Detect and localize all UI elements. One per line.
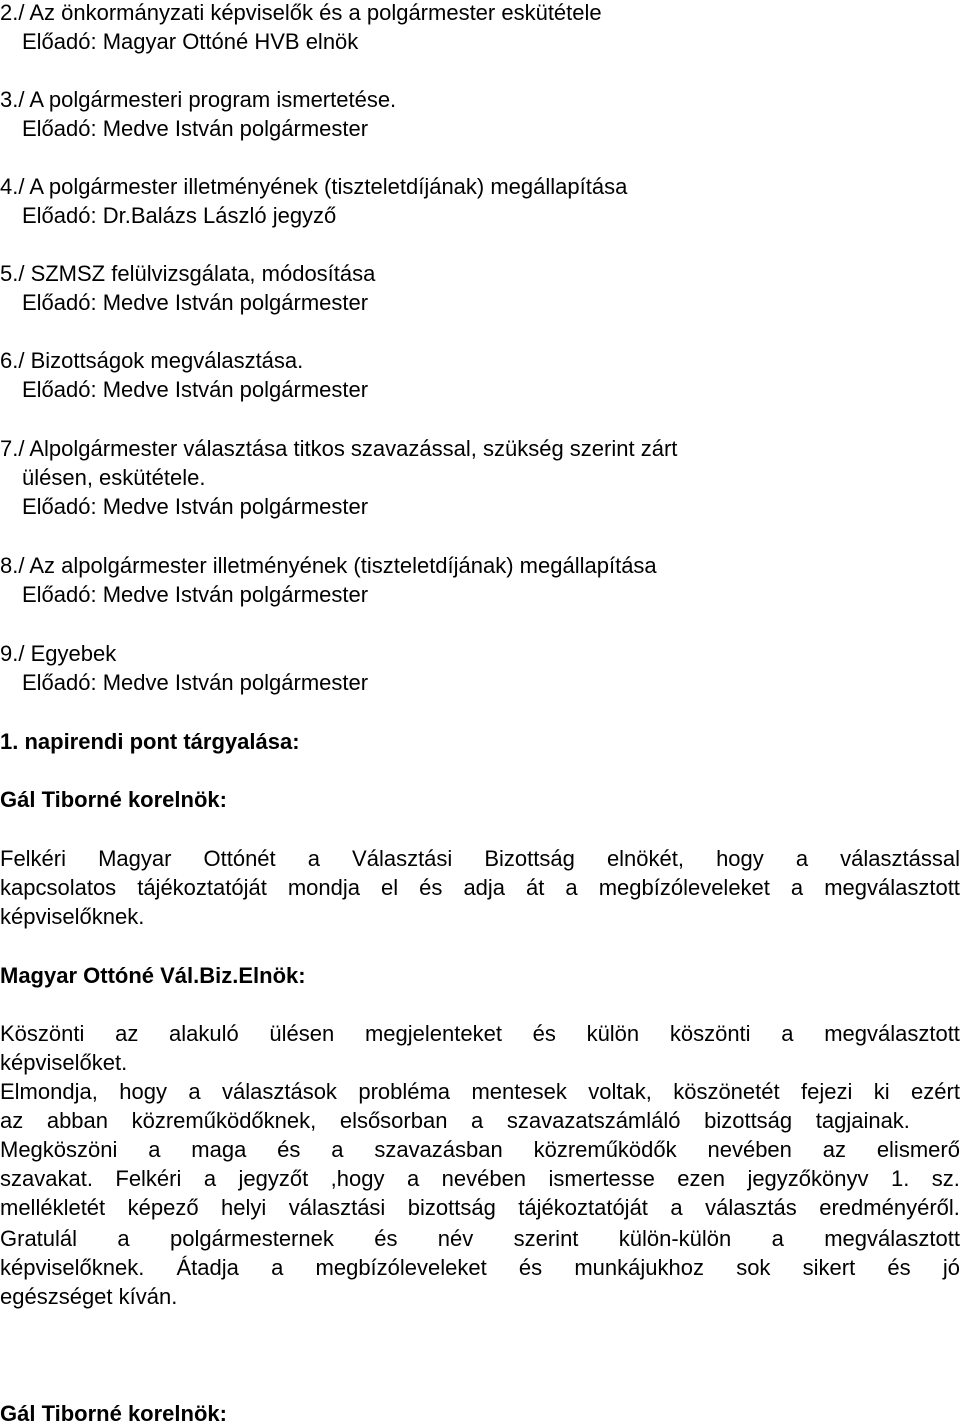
paragraph-line xyxy=(0,1193,960,1222)
agenda-item-7-title-cont: ülésen, eskütétele. xyxy=(22,465,206,490)
word: a xyxy=(471,1108,484,1133)
agenda-item-8-title: 8./ Az alpolgármester illetményének (tiszteletdíjának) megállapítása xyxy=(0,553,657,578)
agenda-item-5-presenter: Előadó: Medve István polgármester xyxy=(22,290,369,315)
word: a xyxy=(565,875,578,900)
word: jegyzőkönyv xyxy=(747,1166,869,1191)
word: választás xyxy=(705,1195,797,1220)
section-heading: 1. napirendi pont tárgyalása: xyxy=(0,729,300,754)
word: Gratulál xyxy=(0,1226,78,1251)
word: megjelenteket xyxy=(364,1021,502,1046)
word: hogy xyxy=(716,846,764,871)
word: közreműködők xyxy=(533,1137,677,1162)
word: ,hogy xyxy=(330,1166,385,1191)
word: és xyxy=(887,1255,911,1280)
agenda-item-2-presenter: Előadó: Magyar Ottóné HVB elnök xyxy=(22,29,359,54)
word: sikert xyxy=(802,1255,856,1280)
word: a xyxy=(331,1137,344,1162)
word: el xyxy=(381,875,399,900)
word: megválasztott xyxy=(824,1226,960,1251)
word: Köszönti xyxy=(0,1021,85,1046)
word: az xyxy=(822,1137,846,1162)
word: Bizottság xyxy=(484,846,575,871)
word: polgármesternek xyxy=(169,1226,334,1251)
word: bizottság xyxy=(407,1195,496,1220)
speaker-heading: Gál Tiborné korelnök: xyxy=(0,1401,227,1426)
word: alakuló xyxy=(169,1021,239,1046)
word: a xyxy=(117,1226,130,1251)
word: helyi xyxy=(221,1195,267,1220)
word: az xyxy=(0,1108,24,1133)
paragraph-line: egészséget kíván. xyxy=(0,1284,178,1309)
word: a xyxy=(771,1226,784,1251)
word: adja xyxy=(463,875,506,900)
word: és xyxy=(518,1255,543,1280)
word: megválasztott xyxy=(824,1021,960,1046)
paragraph-line xyxy=(0,844,960,873)
word: abban xyxy=(46,1108,109,1133)
word: elnökét, xyxy=(606,846,684,871)
word: köszönetét xyxy=(673,1079,780,1104)
paragraph-line: képviselőket. xyxy=(0,1050,128,1075)
word: a xyxy=(670,1195,683,1220)
paragraph-line: képviselőknek. xyxy=(0,904,145,929)
word: sok xyxy=(736,1255,771,1280)
speaker-heading: Magyar Ottóné Vál.Biz.Elnök: xyxy=(0,963,306,988)
word: a xyxy=(781,1021,794,1046)
word: az xyxy=(115,1021,139,1046)
paragraph-line xyxy=(0,1224,960,1253)
agenda-item-4-presenter: Előadó: Dr.Balázs László jegyző xyxy=(22,203,337,228)
agenda-item-6-presenter: Előadó: Medve István polgármester xyxy=(22,377,369,402)
word: megbízóleveleket xyxy=(598,875,770,900)
word: a xyxy=(307,846,320,871)
word: szavazatszámláló xyxy=(506,1108,681,1133)
word: elismerő xyxy=(876,1137,960,1162)
word: a xyxy=(406,1166,420,1191)
word: megválasztott xyxy=(824,875,960,900)
word: a xyxy=(203,1166,217,1191)
word: külön-külön xyxy=(618,1226,732,1251)
agenda-item-7-presenter: Előadó: Medve István polgármester xyxy=(22,494,369,519)
word: a xyxy=(188,1079,201,1104)
agenda-item-4-title: 4./ A polgármester illetményének (tiszteletdíjának) megállapítása xyxy=(0,174,628,199)
word: ismertesse xyxy=(548,1166,655,1191)
paragraph-line xyxy=(0,873,960,902)
word: sz. xyxy=(931,1166,960,1191)
word: mellékletét xyxy=(0,1195,106,1220)
word: nevében xyxy=(707,1137,792,1162)
word: mondja xyxy=(287,875,361,900)
word: választások xyxy=(221,1079,337,1104)
word: maga xyxy=(191,1137,247,1162)
word: Választási xyxy=(352,846,453,871)
word: és xyxy=(374,1226,398,1251)
word: Ottónét xyxy=(203,846,276,871)
word: munkájukhoz xyxy=(574,1255,704,1280)
word: választási xyxy=(288,1195,386,1220)
word: ülésen xyxy=(269,1021,335,1046)
word: Átadja xyxy=(176,1255,239,1280)
word: képező xyxy=(127,1195,199,1220)
paragraph-line xyxy=(0,1135,960,1164)
paragraph-line xyxy=(0,1106,910,1135)
paragraph-line xyxy=(0,1077,960,1106)
word: a xyxy=(790,875,804,900)
agenda-item-3-title: 3./ A polgármesteri program ismertetése. xyxy=(0,87,397,112)
agenda-item-2-title: 2./ Az önkormányzati képviselők és a polgármester eskütétele xyxy=(0,0,602,25)
agenda-item-6-title: 6./ Bizottságok megválasztása. xyxy=(0,348,304,373)
word: szavazásban xyxy=(374,1137,503,1162)
agenda-item-9-presenter: Előadó: Medve István polgármester xyxy=(22,670,369,695)
word: Elmondja, xyxy=(0,1079,98,1104)
word: mentesek xyxy=(471,1079,567,1104)
word: közreműködőknek, xyxy=(131,1108,317,1133)
word: tájékoztatóját xyxy=(518,1195,648,1220)
word: át xyxy=(526,875,545,900)
word: megbízóleveleket xyxy=(315,1255,487,1280)
paragraph-line xyxy=(0,1253,960,1282)
word: fejezi xyxy=(801,1079,853,1104)
word: és xyxy=(277,1137,301,1162)
word: tagjainak. xyxy=(815,1108,910,1133)
paragraph-line xyxy=(0,1164,960,1193)
word: köszönti xyxy=(669,1021,751,1046)
word: voltak, xyxy=(588,1079,652,1104)
word: hogy xyxy=(119,1079,167,1104)
word: és xyxy=(419,875,443,900)
agenda-item-8-presenter: Előadó: Medve István polgármester xyxy=(22,582,369,607)
speaker-heading: Gál Tiborné korelnök: xyxy=(0,787,227,812)
word: eredményéről. xyxy=(819,1195,960,1220)
word: ki xyxy=(873,1079,890,1104)
word: 1. xyxy=(890,1166,910,1191)
word: bizottság xyxy=(704,1108,793,1133)
word: Felkéri xyxy=(0,846,67,871)
word: Felkéri xyxy=(115,1166,182,1191)
word: elsősorban xyxy=(339,1108,448,1133)
word: ezen xyxy=(677,1166,725,1191)
word: tájékoztatóját xyxy=(137,875,267,900)
word: jegyzőt xyxy=(238,1166,309,1191)
agenda-item-3-presenter: Előadó: Medve István polgármester xyxy=(22,116,369,141)
word: Megköszöni xyxy=(0,1137,118,1162)
word: jó xyxy=(942,1255,960,1280)
agenda-item-7-title: 7./ Alpolgármester választása titkos szavazással, szükség szerint zárt xyxy=(0,436,678,461)
word: szerint xyxy=(513,1226,579,1251)
word: külön xyxy=(586,1021,640,1046)
word: probléma xyxy=(358,1079,451,1104)
word: kapcsolatos xyxy=(0,875,117,900)
word: a xyxy=(795,846,809,871)
word: ezért xyxy=(911,1079,960,1104)
word: szavakat. xyxy=(0,1166,93,1191)
word: választással xyxy=(840,846,960,871)
word: a xyxy=(271,1255,284,1280)
agenda-item-9-title: 9./ Egyebek xyxy=(0,641,117,666)
word: és xyxy=(532,1021,556,1046)
word: név xyxy=(437,1226,474,1251)
word: a xyxy=(148,1137,161,1162)
word: Magyar xyxy=(98,846,172,871)
paragraph-line xyxy=(0,1019,960,1048)
word: nevében xyxy=(441,1166,527,1191)
agenda-item-5-title: 5./ SZMSZ felülvizsgálata, módosítása xyxy=(0,261,376,286)
word: képviselőknek. xyxy=(0,1255,145,1280)
